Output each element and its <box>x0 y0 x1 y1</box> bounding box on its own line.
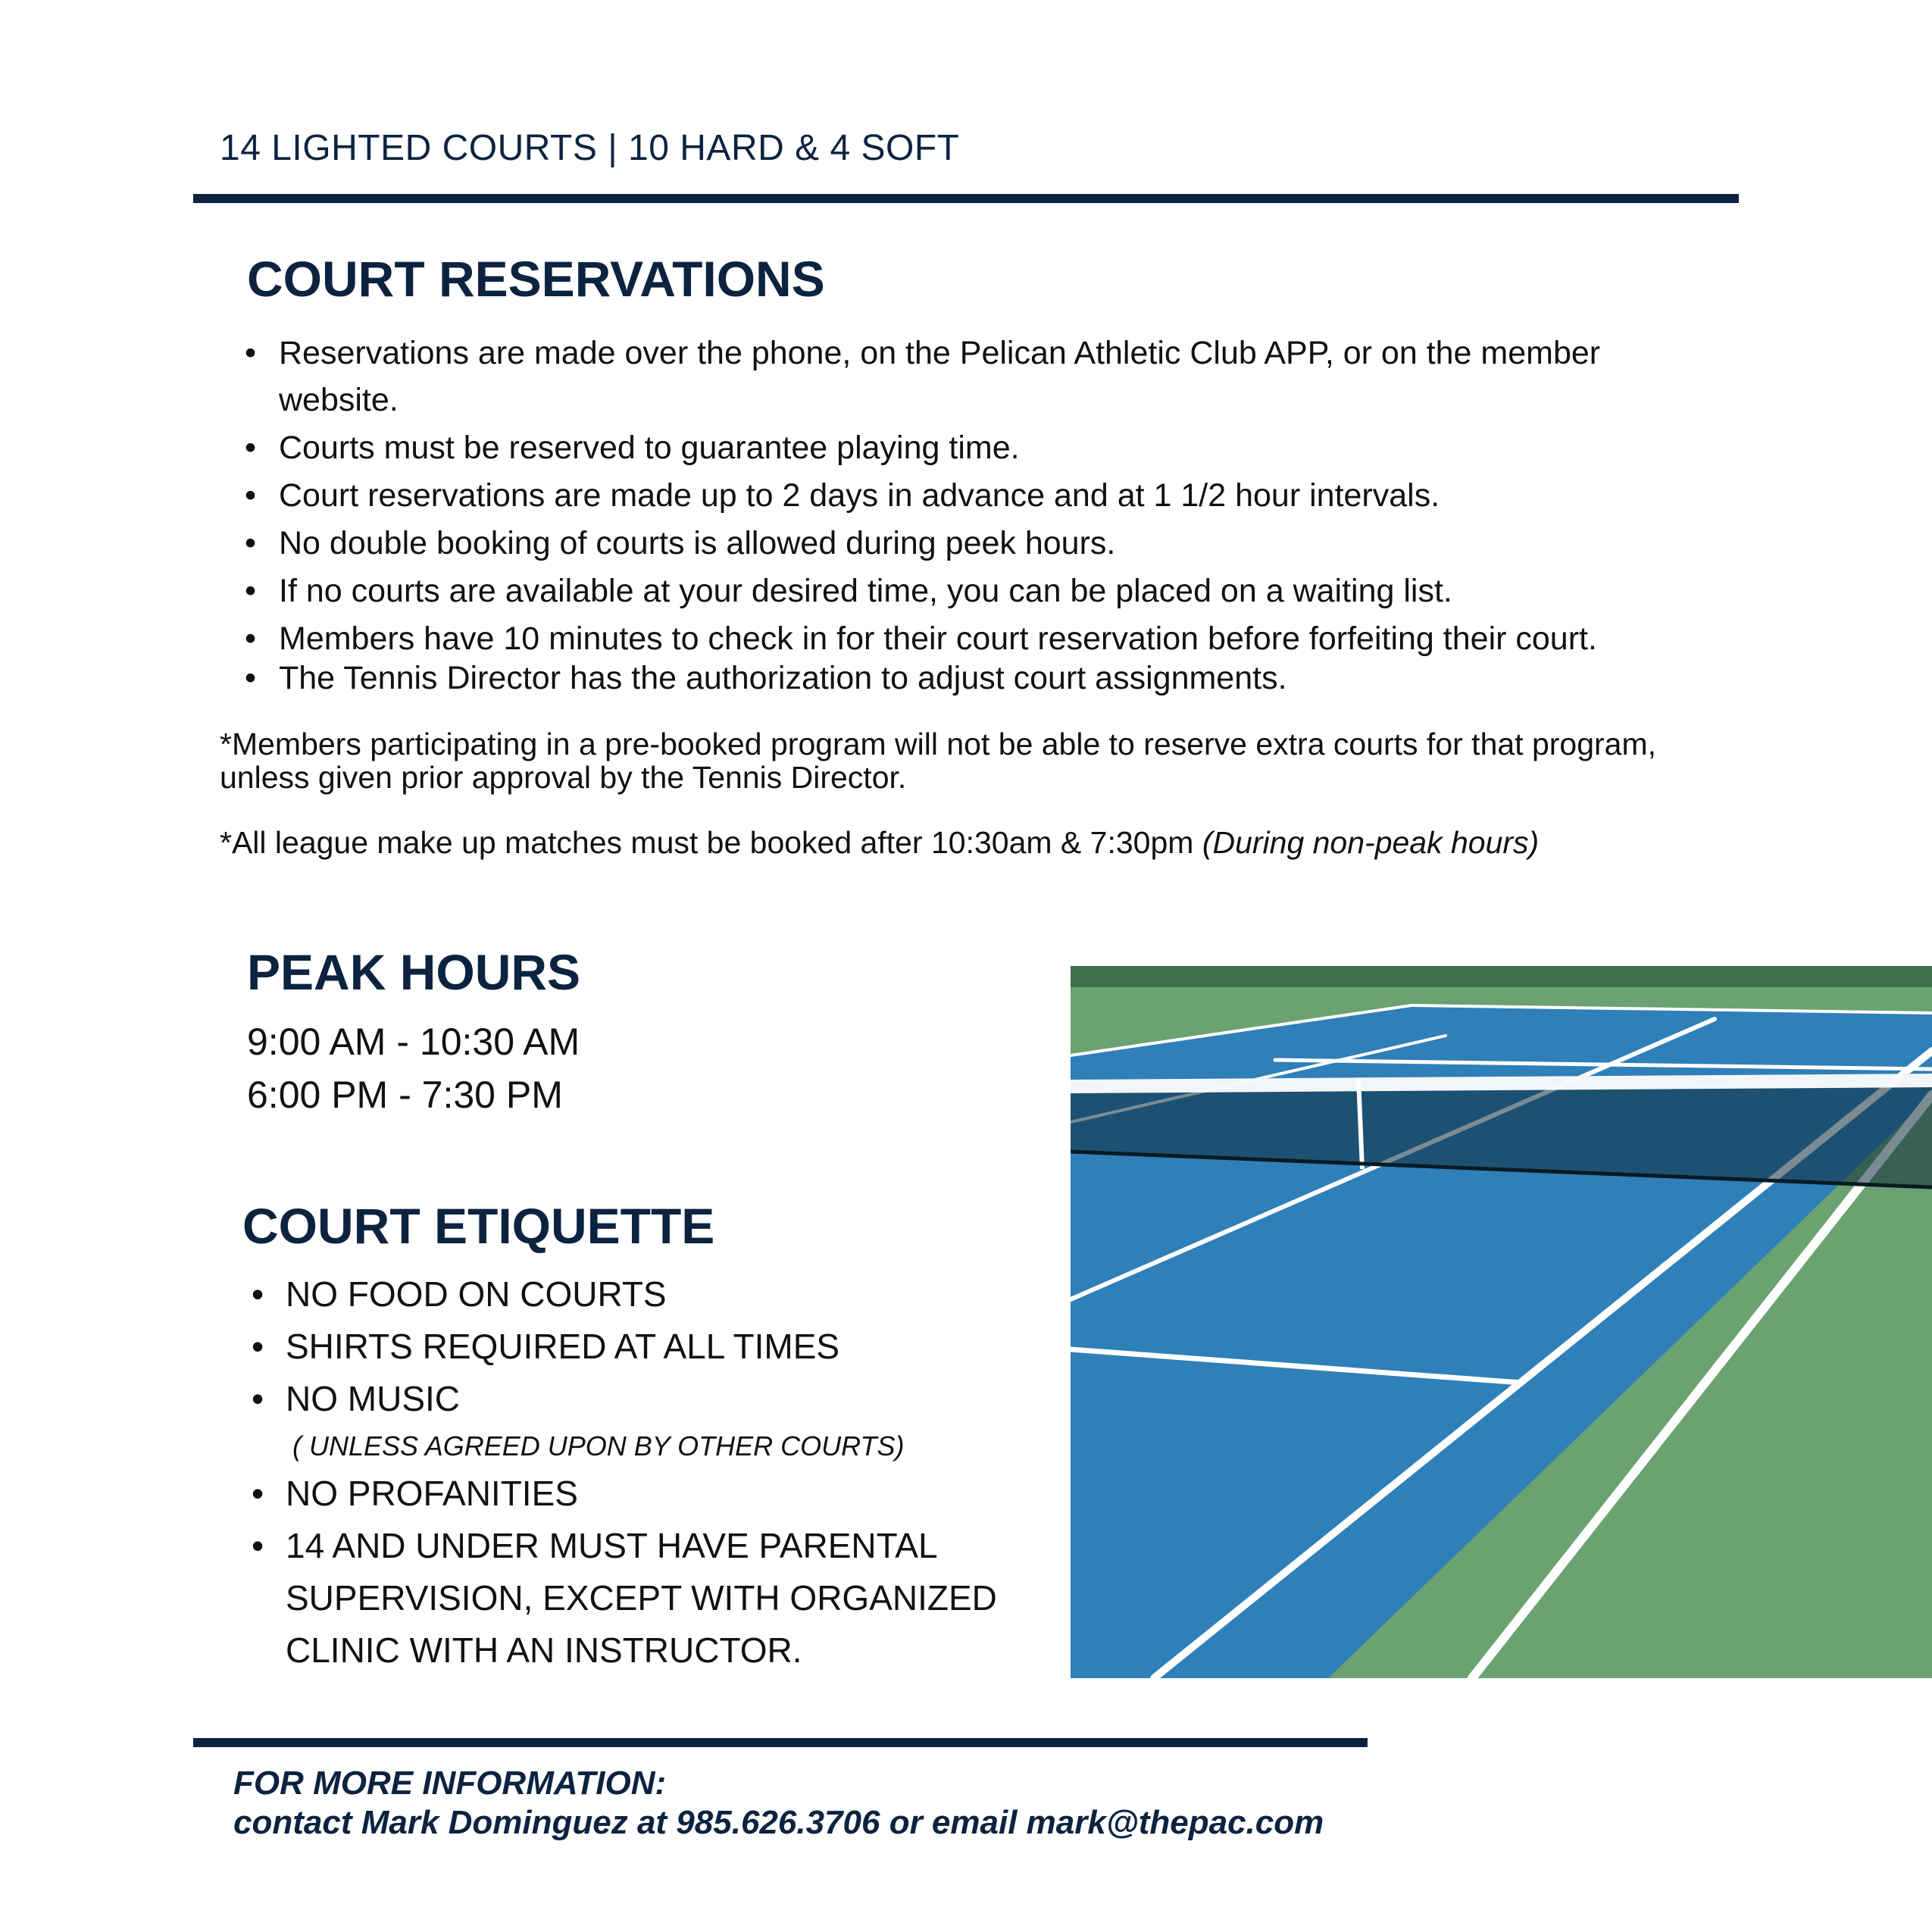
bottom-divider <box>193 1738 1368 1747</box>
bullet-dot-icon: • <box>245 430 257 466</box>
prebooked-note: *Members participating in a pre-booked program will not be able to reserve extra courts for that program, unless given prior approval by the Tennis Director. <box>220 727 1657 795</box>
bullet-dot-icon: • <box>252 1327 264 1366</box>
bullet-dot-icon: • <box>252 1379 264 1418</box>
list-item: • The Tennis Director has the authorization to adjust court assignments. <box>245 655 1715 702</box>
list-item: • Reservations are made over the phone, on the Pelican Athletic Club APP, or on the member website. <box>245 330 1715 424</box>
bullet-dot-icon: • <box>252 1474 264 1513</box>
bullet-dot-icon: • <box>245 525 257 561</box>
peak-time-morning: 9:00 AM - 10:30 AM <box>247 1021 580 1063</box>
list-item: • NO MUSIC <box>252 1373 1009 1425</box>
list-item: • NO FOOD ON COURTS <box>252 1268 1009 1321</box>
music-exception-note: ( UNLESS AGREED UPON BY OTHER COURTS) <box>292 1430 905 1462</box>
court-etiquette-title: COURT ETIQUETTE <box>242 1198 715 1254</box>
bullet-dot-icon: • <box>245 660 257 696</box>
list-item: • Members have 10 minutes to check in for their court reservation before forfeiting their court. <box>245 615 1715 662</box>
league-note-italic: (During non-peak hours) <box>1202 825 1540 860</box>
top-divider <box>193 194 1739 203</box>
peak-hours-times <box>247 1015 580 1121</box>
footer-contact <box>233 1764 1324 1843</box>
court-back-fence <box>1071 966 1932 987</box>
court-reservations-title: COURT RESERVATIONS <box>247 251 825 307</box>
bullet-dot-icon: • <box>245 621 257 657</box>
list-item: • Courts must be reserved to guarantee playing time. <box>245 424 1715 471</box>
peak-time-evening: 6:00 PM - 7:30 PM <box>247 1074 563 1116</box>
bullet-dot-icon: • <box>245 477 257 514</box>
list-item: • Court reservations are made up to 2 days in advance and at 1 1/2 hour intervals. <box>245 472 1715 519</box>
bullet-dot-icon: • <box>252 1274 264 1314</box>
footer-heading: FOR MORE INFORMATION: <box>233 1765 667 1802</box>
list-item: • SHIRTS REQUIRED AT ALL TIMES <box>252 1321 1009 1373</box>
peak-hours-title: PEAK HOURS <box>247 944 581 1000</box>
reservations-list <box>245 330 1715 702</box>
list-item: • 14 AND UNDER MUST HAVE PARENTAL SUPERVISION, EXCEPT WITH ORGANIZED CLINIC WITH AN INSTRUCTOR. <box>252 1520 1009 1677</box>
tennis-court-illustration <box>1071 966 1932 1678</box>
tennis-court-photo <box>1071 966 1932 1678</box>
bullet-dot-icon: • <box>245 573 257 609</box>
header-tagline: 14 LIGHTED COURTS | 10 HARD & 4 SOFT <box>220 128 960 168</box>
list-item: • NO PROFANITIES <box>252 1468 1009 1520</box>
bullet-dot-icon: • <box>252 1526 264 1565</box>
league-note: *All league make up matches must be booked after 10:30am & 7:30pm (During non-peak hours) <box>220 825 1540 860</box>
footer-contact-line[interactable]: contact Mark Dominguez at 985.626.3706 or email mark@thepac.com <box>233 1804 1324 1841</box>
etiquette-list <box>252 1268 1009 1677</box>
list-item: • If no courts are available at your desired time, you can be placed on a waiting list. <box>245 567 1715 614</box>
bullet-dot-icon: • <box>245 335 257 371</box>
list-item: • No double booking of courts is allowed during peek hours. <box>245 520 1715 567</box>
